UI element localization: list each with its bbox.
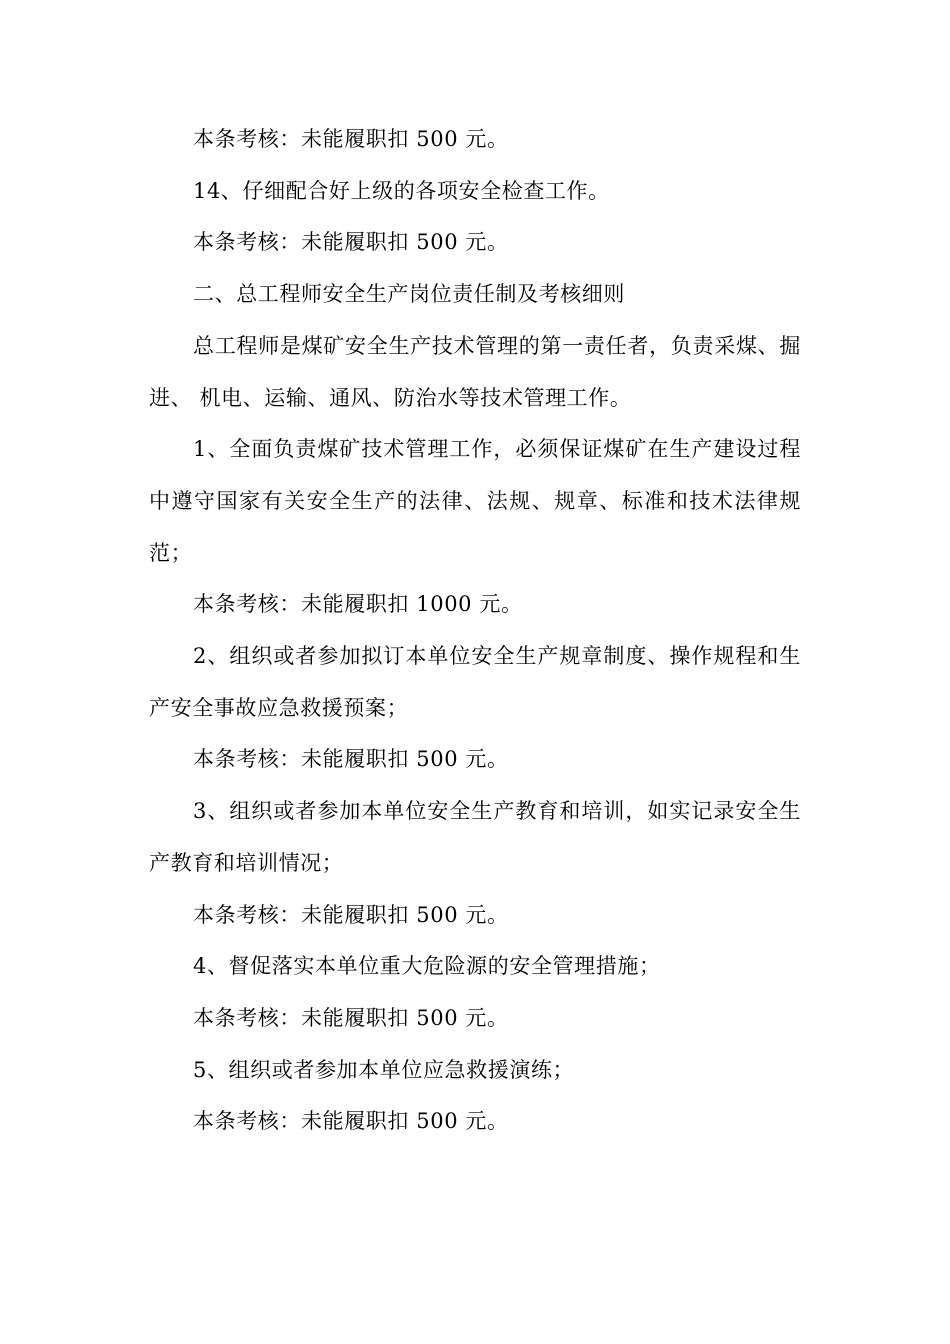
clause-14: 14、仔细配合好上级的各项安全检查工作。 bbox=[193, 178, 610, 203]
document-body bbox=[149, 114, 801, 1148]
intro-paragraph: 总工程师是煤矿安全生产技术管理的第一责任者，负责采煤、掘进、 机电、运输、通风、防治水等技术管理工作。 bbox=[149, 333, 801, 410]
clause-2: 2、组织或者参加拟订本单位安全生产规章制度、操作规程和生产安全事故应急救援预案； bbox=[149, 644, 801, 720]
assessment-line: 本条考核：未能履职扣 500 元。 bbox=[193, 747, 509, 772]
clause-1: 1、全面负责煤矿技术管理工作，必须保证煤矿在生产建设过程中遵守国家有关安全生产的法律、法规、规章、标准和技术法律规范； bbox=[149, 437, 801, 565]
clause-3: 3、组织或者参加本单位安全生产教育和培训，如实记录安全生产教育和培训情况； bbox=[149, 799, 801, 875]
section-heading: 二、总工程师安全生产岗位责任制及考核细则 bbox=[193, 282, 625, 307]
assessment-line: 本条考核：未能履职扣 500 元。 bbox=[193, 902, 509, 927]
assessment-line: 本条考核：未能履职扣 500 元。 bbox=[193, 230, 509, 255]
assessment-line: 本条考核：未能履职扣 500 元。 bbox=[193, 127, 509, 151]
assessment-line: 本条考核：未能履职扣 500 元。 bbox=[193, 1109, 509, 1134]
assessment-line: 本条考核：未能履职扣 500 元。 bbox=[193, 1005, 509, 1030]
assessment-line: 本条考核：未能履职扣 1000 元。 bbox=[193, 592, 523, 617]
clause-5: 5、组织或者参加本单位应急救援演练； bbox=[193, 1057, 575, 1082]
clause-4: 4、督促落实本单位重大危险源的安全管理措施； bbox=[193, 954, 661, 979]
